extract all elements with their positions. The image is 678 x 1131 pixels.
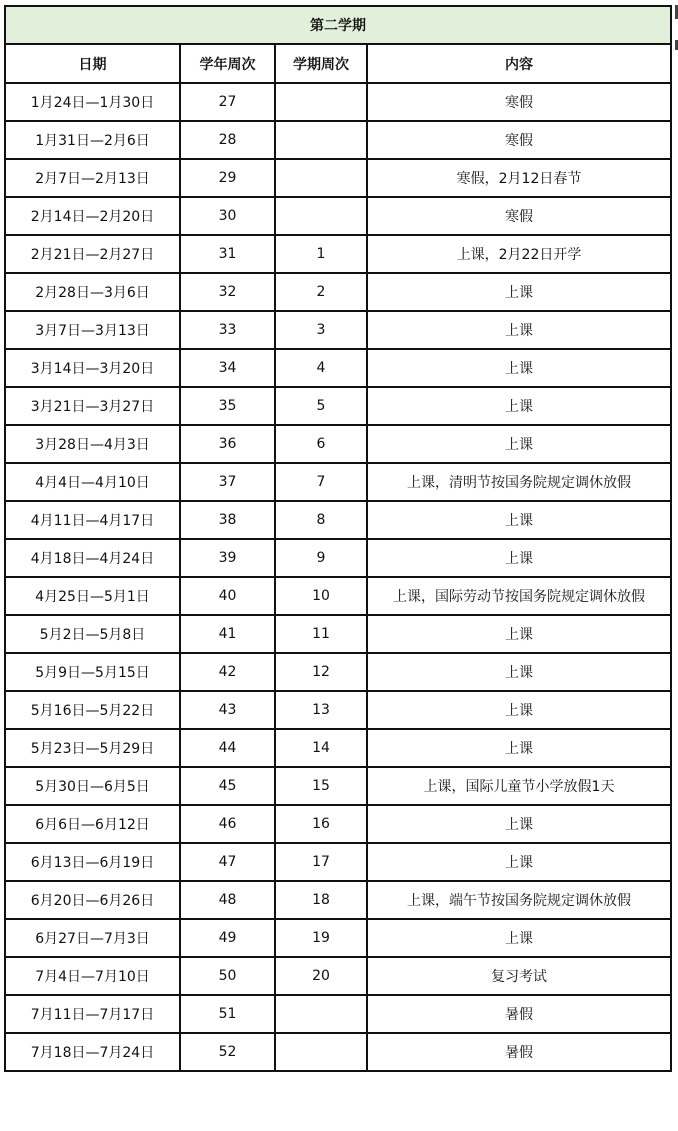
cell-content: 寒假 bbox=[367, 197, 671, 235]
cell-content: 上课 bbox=[367, 691, 671, 729]
cell-school-year-week: 37 bbox=[180, 463, 275, 501]
cell-content: 暑假 bbox=[367, 995, 671, 1033]
cell-content: 上课 bbox=[367, 539, 671, 577]
table-row bbox=[5, 577, 671, 615]
cell-content: 上课 bbox=[367, 425, 671, 463]
cell-date: 1月24日—1月30日 bbox=[5, 83, 180, 121]
cell-school-year-week: 52 bbox=[180, 1033, 275, 1071]
cell-semester-week bbox=[275, 159, 367, 197]
cell-date: 6月20日—6月26日 bbox=[5, 881, 180, 919]
table-row bbox=[5, 273, 671, 311]
table-title: 第二学期 bbox=[5, 6, 671, 44]
cell-semester-week: 10 bbox=[275, 577, 367, 615]
cell-school-year-week: 42 bbox=[180, 653, 275, 691]
cell-semester-week: 13 bbox=[275, 691, 367, 729]
cell-semester-week: 4 bbox=[275, 349, 367, 387]
cell-content: 上课 bbox=[367, 729, 671, 767]
cell-semester-week bbox=[275, 995, 367, 1033]
header-date: 日期 bbox=[5, 44, 180, 83]
cell-content: 寒假，2月12日春节 bbox=[367, 159, 671, 197]
cell-content: 上课，2月22日开学 bbox=[367, 235, 671, 273]
cell-content: 上课，国际劳动节按国务院规定调休放假 bbox=[367, 577, 671, 615]
cell-date: 4月18日—4月24日 bbox=[5, 539, 180, 577]
cell-content: 上课 bbox=[367, 653, 671, 691]
cell-date: 5月16日—5月22日 bbox=[5, 691, 180, 729]
cell-date: 3月14日—3月20日 bbox=[5, 349, 180, 387]
table-row bbox=[5, 197, 671, 235]
cell-date: 2月28日—3月6日 bbox=[5, 273, 180, 311]
cell-content: 暑假 bbox=[367, 1033, 671, 1071]
cell-date: 3月28日—4月3日 bbox=[5, 425, 180, 463]
cell-semester-week: 11 bbox=[275, 615, 367, 653]
cell-date: 7月4日—7月10日 bbox=[5, 957, 180, 995]
cell-school-year-week: 29 bbox=[180, 159, 275, 197]
cell-school-year-week: 35 bbox=[180, 387, 275, 425]
cell-content: 寒假 bbox=[367, 121, 671, 159]
header-semester-week: 学期周次 bbox=[275, 44, 367, 83]
cell-date: 5月2日—5月8日 bbox=[5, 615, 180, 653]
cell-semester-week: 15 bbox=[275, 767, 367, 805]
cell-date: 1月31日—2月6日 bbox=[5, 121, 180, 159]
table-row bbox=[5, 159, 671, 197]
cell-date: 2月7日—2月13日 bbox=[5, 159, 180, 197]
cell-semester-week: 20 bbox=[275, 957, 367, 995]
cell-semester-week: 7 bbox=[275, 463, 367, 501]
table-row bbox=[5, 843, 671, 881]
cell-date: 6月13日—6月19日 bbox=[5, 843, 180, 881]
cell-content: 上课 bbox=[367, 501, 671, 539]
cell-semester-week: 1 bbox=[275, 235, 367, 273]
cell-school-year-week: 27 bbox=[180, 83, 275, 121]
table-row bbox=[5, 425, 671, 463]
cell-school-year-week: 36 bbox=[180, 425, 275, 463]
table-row bbox=[5, 919, 671, 957]
cell-content: 上课，清明节按国务院规定调休放假 bbox=[367, 463, 671, 501]
cell-school-year-week: 40 bbox=[180, 577, 275, 615]
table-row bbox=[5, 995, 671, 1033]
table-row bbox=[5, 767, 671, 805]
cell-school-year-week: 49 bbox=[180, 919, 275, 957]
cell-semester-week: 14 bbox=[275, 729, 367, 767]
header-row bbox=[5, 44, 671, 83]
header-school-year-week: 学年周次 bbox=[180, 44, 275, 83]
cell-semester-week bbox=[275, 1033, 367, 1071]
cell-content: 上课 bbox=[367, 919, 671, 957]
cell-content: 上课 bbox=[367, 273, 671, 311]
cell-content: 复习考试 bbox=[367, 957, 671, 995]
cell-school-year-week: 38 bbox=[180, 501, 275, 539]
table-row bbox=[5, 615, 671, 653]
cell-school-year-week: 33 bbox=[180, 311, 275, 349]
table-row bbox=[5, 691, 671, 729]
cell-semester-week: 8 bbox=[275, 501, 367, 539]
table-row bbox=[5, 881, 671, 919]
cell-content: 上课，国际儿童节小学放假1天 bbox=[367, 767, 671, 805]
cell-school-year-week: 50 bbox=[180, 957, 275, 995]
cell-date: 3月21日—3月27日 bbox=[5, 387, 180, 425]
cell-semester-week: 17 bbox=[275, 843, 367, 881]
table-row bbox=[5, 1033, 671, 1071]
table-row bbox=[5, 729, 671, 767]
cell-date: 7月18日—7月24日 bbox=[5, 1033, 180, 1071]
cell-date: 4月4日—4月10日 bbox=[5, 463, 180, 501]
cell-semester-week: 18 bbox=[275, 881, 367, 919]
cell-school-year-week: 28 bbox=[180, 121, 275, 159]
table-row bbox=[5, 539, 671, 577]
cell-semester-week: 5 bbox=[275, 387, 367, 425]
cell-date: 7月11日—7月17日 bbox=[5, 995, 180, 1033]
cell-date: 4月11日—4月17日 bbox=[5, 501, 180, 539]
cell-content: 上课，端午节按国务院规定调休放假 bbox=[367, 881, 671, 919]
cell-content: 上课 bbox=[367, 387, 671, 425]
table-row bbox=[5, 653, 671, 691]
cell-school-year-week: 31 bbox=[180, 235, 275, 273]
cell-semester-week: 9 bbox=[275, 539, 367, 577]
cell-school-year-week: 47 bbox=[180, 843, 275, 881]
cell-semester-week: 6 bbox=[275, 425, 367, 463]
table-row bbox=[5, 463, 671, 501]
cell-school-year-week: 46 bbox=[180, 805, 275, 843]
cell-content: 上课 bbox=[367, 805, 671, 843]
cell-date: 3月7日—3月13日 bbox=[5, 311, 180, 349]
cell-content: 上课 bbox=[367, 349, 671, 387]
cell-date: 2月14日—2月20日 bbox=[5, 197, 180, 235]
cell-school-year-week: 34 bbox=[180, 349, 275, 387]
cell-content: 寒假 bbox=[367, 83, 671, 121]
cell-semester-week bbox=[275, 83, 367, 121]
title-row bbox=[5, 6, 671, 44]
table-row bbox=[5, 805, 671, 843]
cell-school-year-week: 45 bbox=[180, 767, 275, 805]
cell-school-year-week: 44 bbox=[180, 729, 275, 767]
table-row bbox=[5, 349, 671, 387]
cell-semester-week bbox=[275, 121, 367, 159]
semester-schedule bbox=[4, 5, 672, 1072]
cell-school-year-week: 41 bbox=[180, 615, 275, 653]
cell-date: 6月6日—6月12日 bbox=[5, 805, 180, 843]
cell-date: 5月30日—6月5日 bbox=[5, 767, 180, 805]
cell-semester-week: 12 bbox=[275, 653, 367, 691]
cell-date: 2月21日—2月27日 bbox=[5, 235, 180, 273]
cell-content: 上课 bbox=[367, 311, 671, 349]
table-row bbox=[5, 83, 671, 121]
cell-content: 上课 bbox=[367, 843, 671, 881]
cell-semester-week: 19 bbox=[275, 919, 367, 957]
table-row bbox=[5, 957, 671, 995]
schedule-table bbox=[4, 5, 672, 1072]
cell-content: 上课 bbox=[367, 615, 671, 653]
table-row bbox=[5, 311, 671, 349]
cell-date: 6月27日—7月3日 bbox=[5, 919, 180, 957]
table-row bbox=[5, 121, 671, 159]
cell-date: 4月25日—5月1日 bbox=[5, 577, 180, 615]
cell-school-year-week: 30 bbox=[180, 197, 275, 235]
cell-semester-week: 16 bbox=[275, 805, 367, 843]
cell-semester-week: 2 bbox=[275, 273, 367, 311]
table-body bbox=[5, 83, 671, 1071]
table-row bbox=[5, 501, 671, 539]
cell-semester-week bbox=[275, 197, 367, 235]
cell-school-year-week: 39 bbox=[180, 539, 275, 577]
cell-school-year-week: 48 bbox=[180, 881, 275, 919]
header-content: 内容 bbox=[367, 44, 671, 83]
table-row bbox=[5, 387, 671, 425]
cell-school-year-week: 51 bbox=[180, 995, 275, 1033]
cell-date: 5月23日—5月29日 bbox=[5, 729, 180, 767]
cell-date: 5月9日—5月15日 bbox=[5, 653, 180, 691]
cell-school-year-week: 32 bbox=[180, 273, 275, 311]
cell-school-year-week: 43 bbox=[180, 691, 275, 729]
table-row bbox=[5, 235, 671, 273]
cell-semester-week: 3 bbox=[275, 311, 367, 349]
